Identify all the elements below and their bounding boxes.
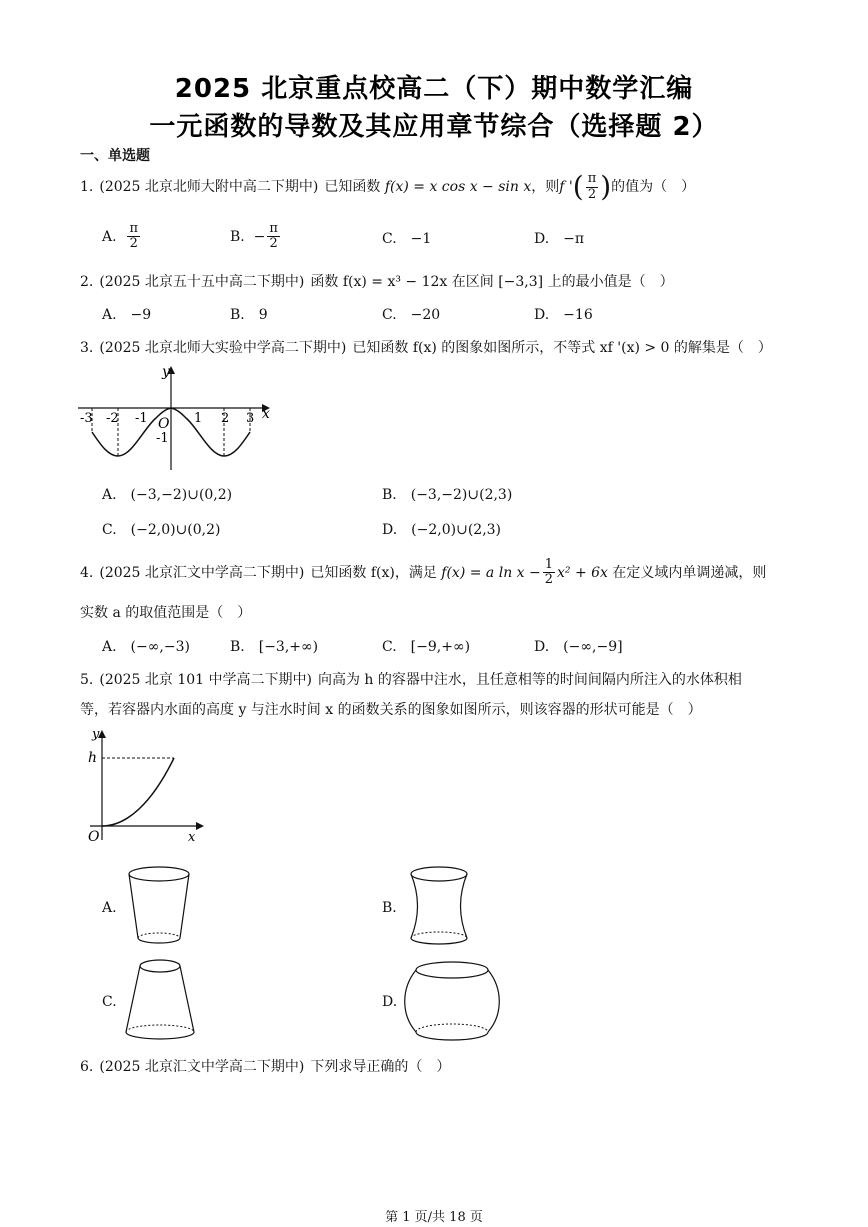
question-6 — [80, 1056, 450, 1076]
option-c-label: C. — [102, 994, 117, 1010]
document-subtitle: 一元函数的导数及其应用章节综合（选择题 2） — [149, 112, 719, 142]
option-d-label: D. — [382, 994, 398, 1010]
question-source: (2025 北京汇文中学高二下期中) — [99, 564, 305, 581]
x-axis-label: x — [262, 406, 270, 422]
question-text: 已知函数 f(x)，满足 — [310, 564, 437, 581]
option-a: A. $\frac{\pi}{2}$ — [102, 221, 139, 252]
question-source: (2025 北京北师大附中高二下期中) — [99, 179, 319, 195]
question-number: 5. — [80, 672, 94, 688]
option-c: C. −1 — [382, 231, 432, 247]
question-number: 2. — [80, 274, 94, 290]
question-1: 1. (2025 北京北师大附中高二下期中) 已知函数 f(x) = x cos x − sin x，则f '( $\frac{\pi}{2}$ )的值为（ ） — [80, 170, 696, 203]
question-text: 下列求导正确的（ ） — [310, 1059, 451, 1075]
question-source: (2025 北京北师大实验中学高二下期中) — [99, 340, 347, 356]
question-source: (2025 北京五十五中高二下期中) — [99, 274, 305, 290]
option-a: A. (−3,−2)∪(0,2) — [102, 487, 233, 503]
container-c-figure — [122, 956, 198, 1044]
option-c: C. [−9,+∞) — [382, 639, 471, 655]
x-axis-arrow — [196, 822, 204, 830]
question-text: 已知函数 f(x) 的图象如图所示，不等式 xf '(x) > 0 的解集是（ ） — [352, 340, 772, 356]
h-label: h — [88, 750, 98, 766]
y-axis-label: y — [92, 728, 100, 742]
question-5-continuation: 等，若容器内水面的高度 y 与注水时间 x 的函数关系的图象如图所示，则该容器的形状可能是（ ） — [80, 702, 702, 718]
option-b: B. [−3,+∞) — [230, 639, 319, 655]
function-expression: x² + 6x — [557, 564, 608, 581]
option-d: D. (−2,0)∪(2,3) — [382, 522, 502, 538]
container-d-figure — [404, 956, 500, 1046]
question-3 — [80, 337, 772, 357]
x-axis-label: x — [188, 830, 196, 845]
question-text: ，则 — [531, 179, 560, 195]
question-text: 在定义域内单调递减，则 — [612, 564, 767, 581]
question-number: 4. — [80, 564, 94, 581]
question-source: (2025 北京 101 中学高二下期中) — [99, 672, 312, 688]
question-number: 6. — [80, 1059, 94, 1075]
function-expression: f(x) = a ln x − — [441, 564, 541, 581]
fraction-pi-over-2: $\frac{\pi}{2}$ — [587, 171, 597, 202]
tick-label: 2 — [221, 411, 230, 426]
question-source: (2025 北京汇文中学高二下期中) — [99, 1059, 305, 1075]
question-number: 1. — [80, 179, 94, 195]
origin-label: O — [88, 829, 100, 845]
container-a-figure — [124, 864, 194, 948]
function-expression: f(x) = x cos x − sin x — [384, 179, 532, 195]
question-4 — [80, 558, 766, 588]
option-d: D. −16 — [534, 307, 593, 323]
question-2 — [80, 271, 674, 291]
page-footer: 第 1 页/共 18 页 — [385, 1210, 483, 1225]
origin-label: O — [158, 416, 170, 432]
question-text: 已知函数 — [324, 179, 381, 195]
tick-label: 1 — [194, 411, 203, 426]
option-d: D. −π — [534, 231, 585, 247]
fraction-one-half: $\frac{1}{2}$ — [544, 557, 554, 588]
option-c: C. (−2,0)∪(0,2) — [102, 522, 221, 538]
question-text: 函数 f(x) = x³ − 12x 在区间 [−3,3] 上的最小值是（ ） — [310, 274, 674, 290]
option-a: A. −9 — [102, 307, 152, 323]
option-b: B. (−3,−2)∪(2,3) — [382, 487, 513, 503]
option-d: D. (−∞,−9] — [534, 639, 623, 655]
question-number: 3. — [80, 340, 94, 356]
question-text: 的值为（ ） — [611, 179, 696, 195]
document-title: 2025 北京重点校高二（下）期中数学汇编 — [174, 74, 694, 104]
tick-label: 3 — [246, 411, 255, 426]
section-heading: 一、单选题 — [80, 148, 150, 164]
tick-label: -1 — [135, 411, 148, 426]
function-graph-figure — [78, 362, 278, 474]
container-b-figure — [404, 864, 474, 948]
question-5 — [80, 669, 742, 689]
option-b: B. − $\frac{\pi}{2}$ — [230, 221, 278, 252]
y-axis-label: y — [162, 364, 170, 380]
option-b-label: B. — [382, 900, 397, 916]
option-a: A. (−∞,−3) — [102, 639, 190, 655]
height-curve — [102, 758, 174, 826]
tick-label: -2 — [106, 411, 119, 426]
tick-label: -3 — [80, 411, 93, 426]
option-a-label: A. — [102, 900, 117, 916]
tick-label: -1 — [156, 431, 169, 446]
option-b: B. 9 — [230, 307, 268, 323]
question-text: 向高为 h 的容器中注水，且任意相等的时间间隔内所注入的水体积相 — [317, 672, 742, 688]
water-height-graph — [82, 728, 212, 848]
derivative-symbol: f ' — [559, 179, 573, 195]
option-c: C. −20 — [382, 307, 441, 323]
question-4-continuation: 实数 a 的取值范围是（ ） — [80, 605, 252, 621]
